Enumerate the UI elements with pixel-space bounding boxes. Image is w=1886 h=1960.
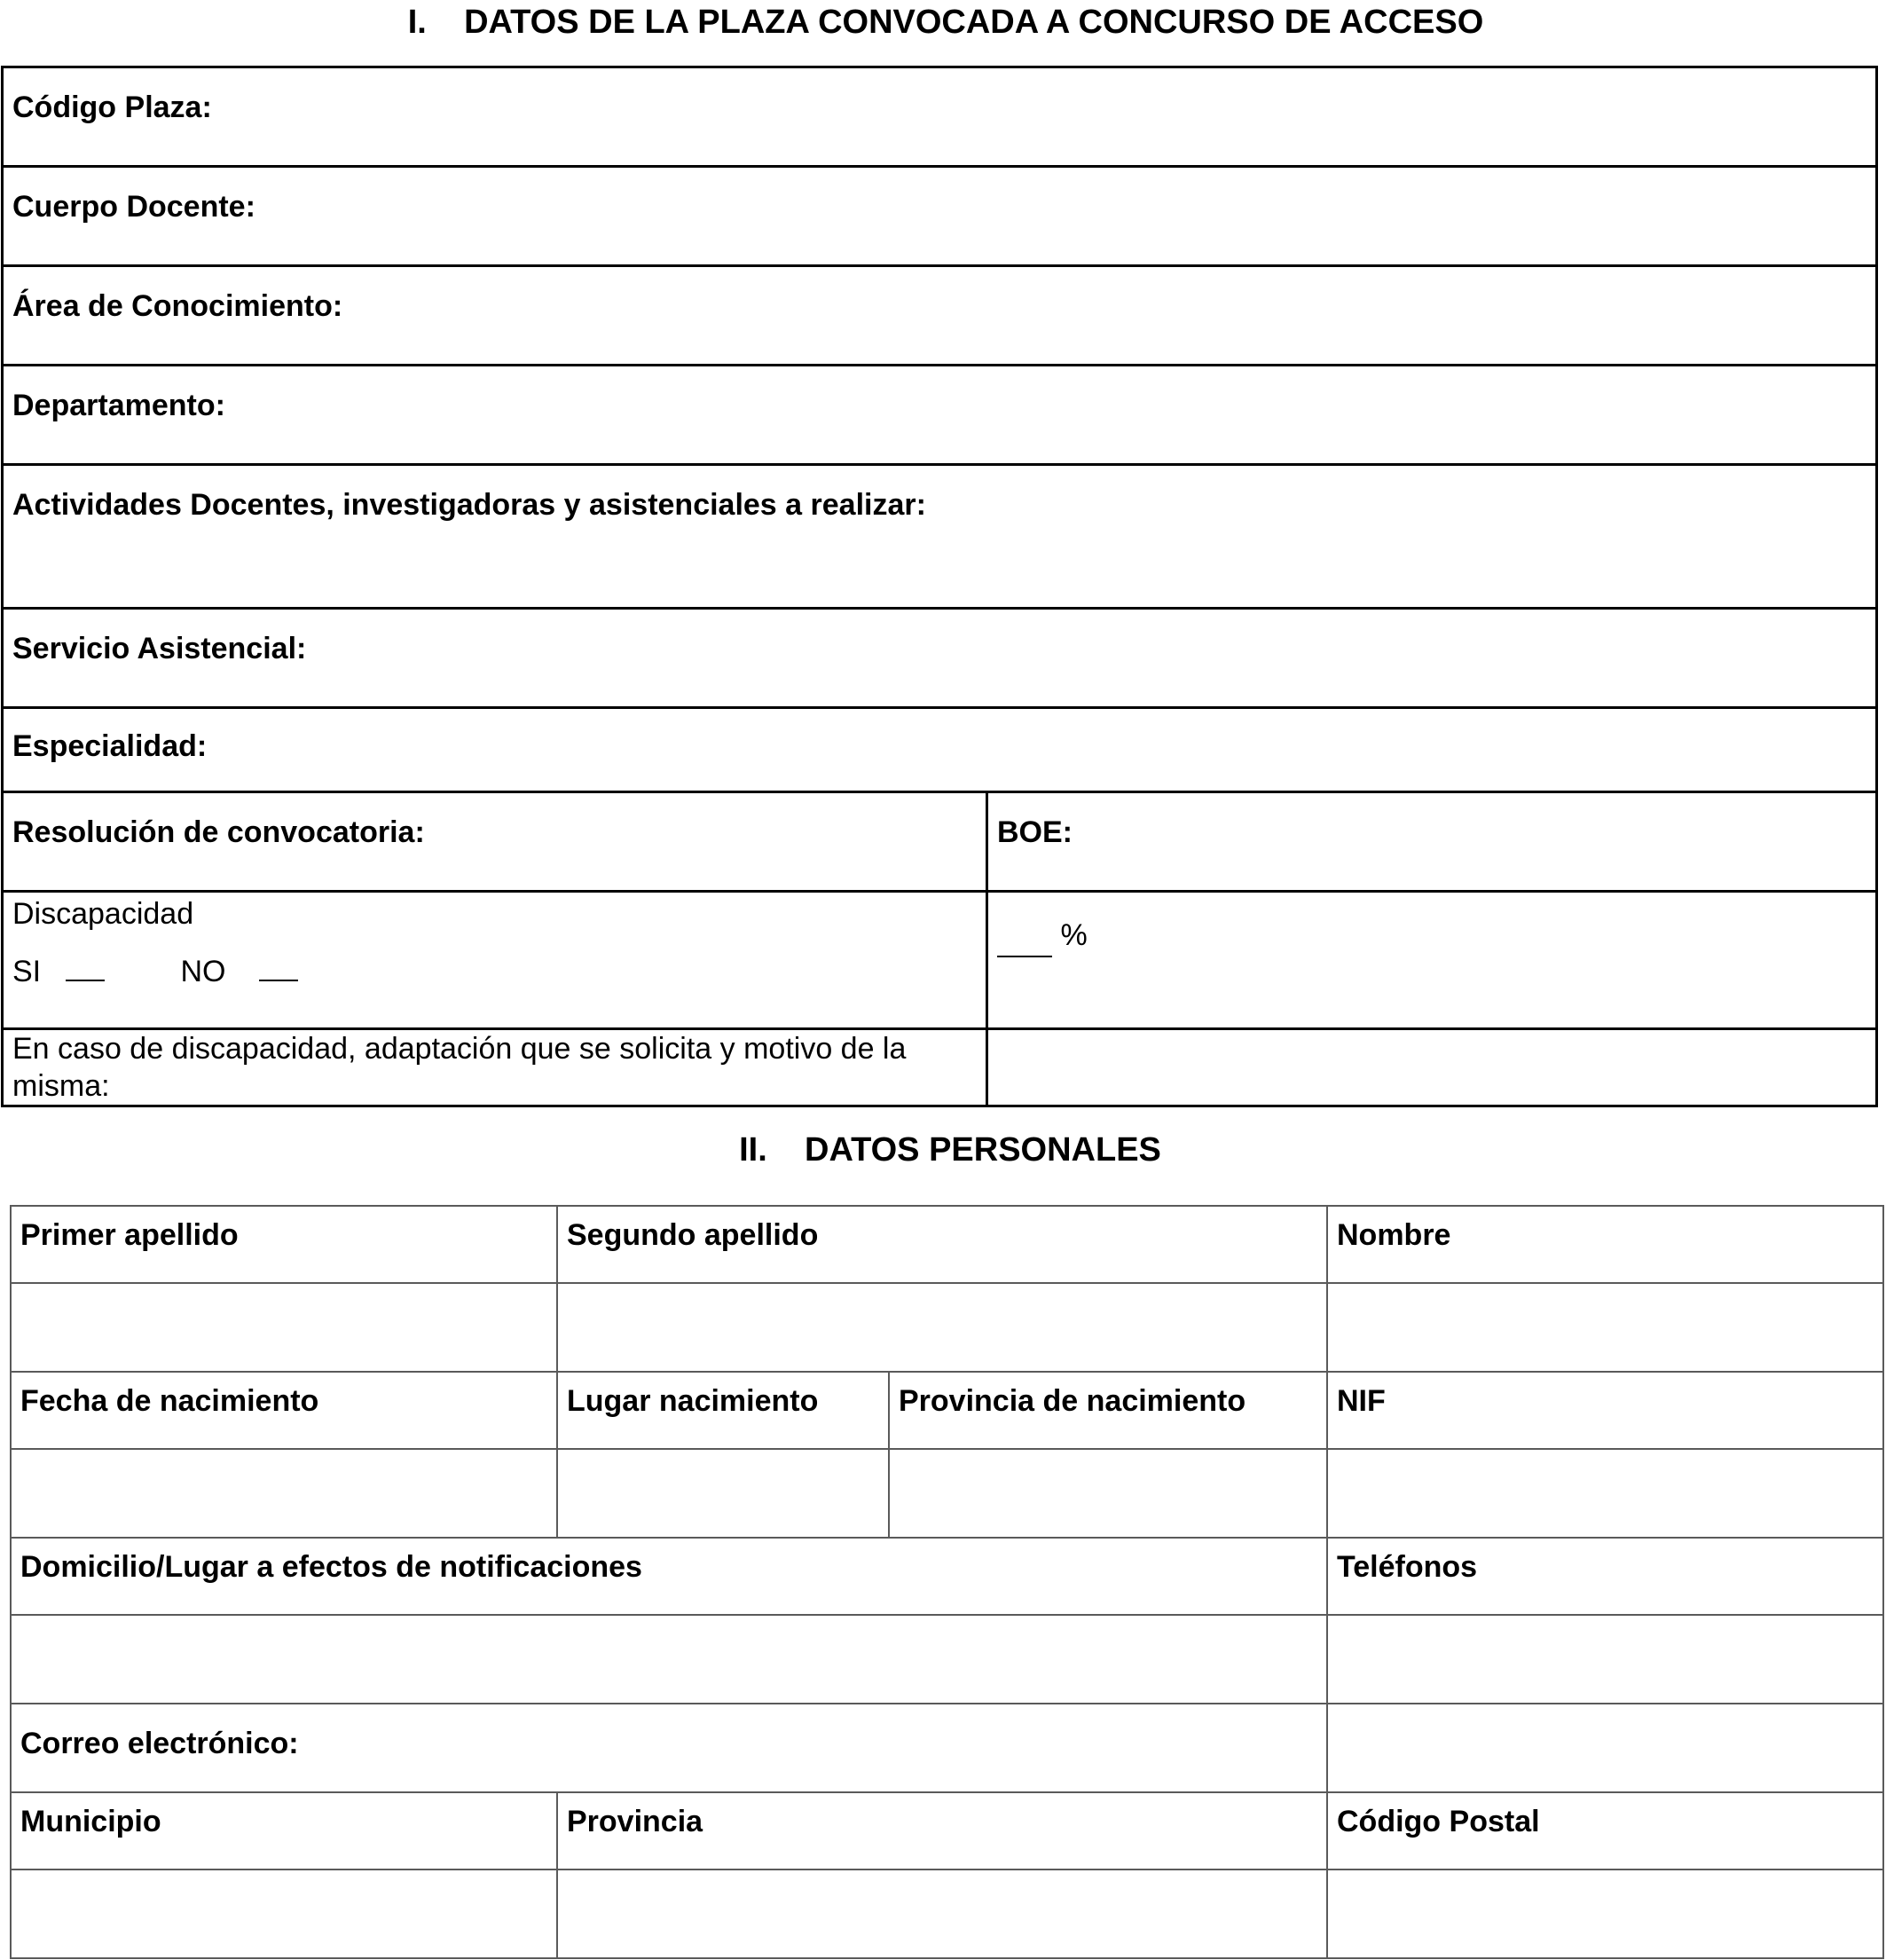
municipio-input[interactable] xyxy=(11,1869,557,1958)
no-label: NO xyxy=(180,955,226,988)
telefonos-label: Teléfonos xyxy=(1337,1550,1478,1584)
percent-blank[interactable] xyxy=(997,931,1052,957)
boe-field[interactable] xyxy=(987,792,1877,892)
no-blank[interactable] xyxy=(259,955,298,981)
cuerpo-docente-field[interactable] xyxy=(3,167,1877,266)
departamento-field[interactable] xyxy=(3,366,1877,465)
primer-apellido-label: Primer apellido xyxy=(20,1218,239,1252)
codigo-postal-label: Código Postal xyxy=(1337,1805,1540,1838)
resolucion-field[interactable] xyxy=(3,792,987,892)
actividades-field[interactable] xyxy=(3,465,1877,609)
servicio-asistencial-field[interactable] xyxy=(3,609,1877,708)
actividades-label: Actividades Docentes, investigadoras y asistenciales a realizar: xyxy=(12,488,926,522)
especialidad-label: Especialidad: xyxy=(12,729,208,763)
provincia-nacimiento-label: Provincia de nacimiento xyxy=(899,1384,1246,1418)
segundo-apellido-input[interactable] xyxy=(557,1283,1327,1372)
discapacidad-percent xyxy=(997,893,1875,965)
codigo-plaza-label: Código Plaza: xyxy=(12,91,212,124)
nif-input[interactable] xyxy=(1327,1449,1883,1538)
discapacidad-label: Discapacidad xyxy=(12,897,194,931)
codigo-plaza-field[interactable] xyxy=(3,67,1877,167)
segundo-apellido-label: Segundo apellido xyxy=(567,1218,819,1252)
discapacidad-percent-cell xyxy=(987,892,1877,1029)
section-1-number: I. xyxy=(407,4,427,41)
servicio-asistencial-label: Servicio Asistencial: xyxy=(12,632,307,665)
municipio-label: Municipio xyxy=(20,1805,161,1838)
codigo-postal-header xyxy=(1327,1792,1883,1869)
personal-data-table xyxy=(10,1205,1884,1959)
section-2-number: II. xyxy=(739,1131,767,1169)
provincia-header xyxy=(557,1792,1327,1869)
domicilio-label: Domicilio/Lugar a efectos de notificaciones xyxy=(20,1550,642,1584)
provincia-nacimiento-header xyxy=(889,1372,1327,1449)
domicilio-input[interactable] xyxy=(11,1615,1327,1704)
boe-label: BOE: xyxy=(997,815,1073,849)
section-2-heading: DATOS PERSONALES xyxy=(805,1131,1161,1169)
lugar-nacimiento-header xyxy=(557,1372,889,1449)
adaptacion-field[interactable] xyxy=(987,1029,1877,1106)
plaza-data-table xyxy=(1,66,1878,1107)
section-1-title xyxy=(3,4,1886,42)
segundo-apellido-header xyxy=(557,1206,1327,1283)
provincia-input[interactable] xyxy=(557,1869,1327,1958)
correo-label: Correo electrónico: xyxy=(20,1727,299,1760)
area-conocimiento-field[interactable] xyxy=(3,266,1877,366)
nif-label: NIF xyxy=(1337,1384,1386,1418)
percent-sign: % xyxy=(1060,918,1088,952)
nombre-input[interactable] xyxy=(1327,1283,1883,1372)
nombre-header xyxy=(1327,1206,1883,1283)
correo-extra-input[interactable] xyxy=(1327,1704,1883,1792)
section-1-heading: DATOS DE LA PLAZA CONVOCADA A CONCURSO DE ACCESO xyxy=(464,4,1484,41)
municipio-header xyxy=(11,1792,557,1869)
primer-apellido-input[interactable] xyxy=(11,1283,557,1372)
provincia-nacimiento-input[interactable] xyxy=(889,1449,1327,1538)
fecha-nacimiento-label: Fecha de nacimiento xyxy=(20,1384,319,1418)
si-blank[interactable] xyxy=(66,955,105,981)
domicilio-header xyxy=(11,1538,1327,1615)
fecha-nacimiento-header xyxy=(11,1372,557,1449)
area-conocimiento-label: Área de Conocimiento: xyxy=(12,289,343,323)
telefonos-input[interactable] xyxy=(1327,1615,1883,1704)
correo-field[interactable] xyxy=(11,1704,1327,1792)
especialidad-field[interactable] xyxy=(3,708,1877,792)
departamento-label: Departamento: xyxy=(12,389,225,422)
lugar-nacimiento-label: Lugar nacimiento xyxy=(567,1384,819,1418)
codigo-postal-input[interactable] xyxy=(1327,1869,1883,1958)
discapacidad-cell xyxy=(3,892,987,1029)
discapacidad-options xyxy=(12,954,986,989)
nif-header xyxy=(1327,1372,1883,1449)
telefonos-header xyxy=(1327,1538,1883,1615)
cuerpo-docente-label: Cuerpo Docente: xyxy=(12,190,255,224)
si-label: SI xyxy=(12,955,42,988)
adaptacion-cell xyxy=(3,1029,987,1106)
fecha-nacimiento-input[interactable] xyxy=(11,1449,557,1538)
adaptacion-label: En caso de discapacidad, adaptación que se solicita y motivo de la misma: xyxy=(12,1032,907,1103)
primer-apellido-header xyxy=(11,1206,557,1283)
section-2-title xyxy=(7,1131,1886,1169)
provincia-label: Provincia xyxy=(567,1805,703,1838)
nombre-label: Nombre xyxy=(1337,1218,1451,1252)
resolucion-label: Resolución de convocatoria: xyxy=(12,815,425,849)
lugar-nacimiento-input[interactable] xyxy=(557,1449,889,1538)
